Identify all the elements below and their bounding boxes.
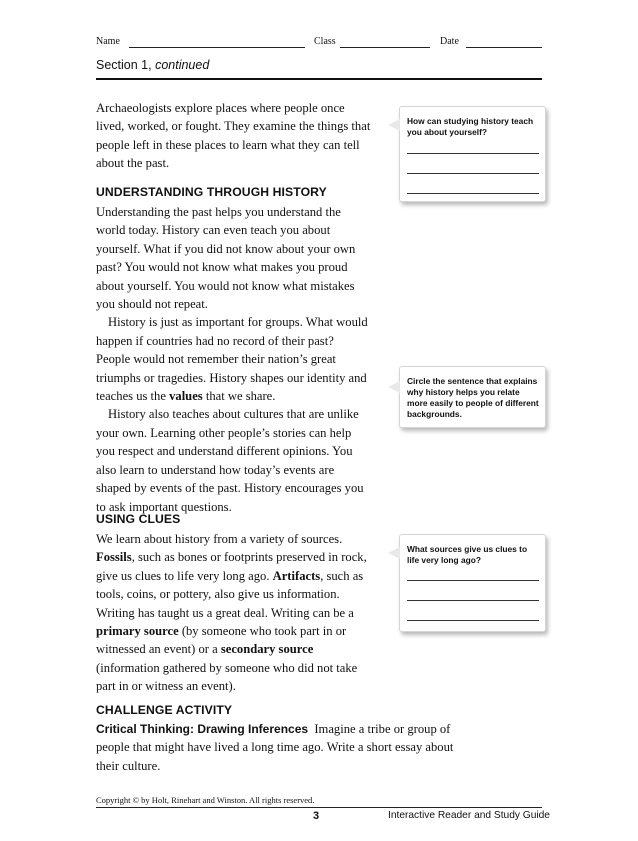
footer-rule [96,807,542,808]
name-line[interactable] [129,47,305,48]
answer-line[interactable] [407,600,539,601]
clues-t4: (by someone who took part in or witnessed an event) or a [96,624,347,657]
clues-t1: We learn about history from a variety of sources. [96,532,343,546]
sidebar-question-1 [399,106,546,202]
class-line[interactable] [340,47,430,48]
clues-t3: , such as tools, coins, or pottery, also give us information. Writing has taught us a great deal. Writing can be a [96,568,364,620]
section-prefix: Section 1, [96,58,152,72]
clues-paragraph [96,530,371,696]
callout-tail [388,119,400,131]
sidebar-q3-text: What sources give us clues to life very long ago? [407,544,528,565]
challenge-body [96,720,476,775]
term-values: values [169,389,203,404]
p2-after: that we share. [202,389,276,404]
challenge-label: Critical Thinking: Drawing Inferences [96,722,309,736]
term-primary-source: primary source [96,624,179,639]
name-label: Name [96,36,120,47]
answer-line[interactable] [407,173,539,174]
date-label: Date [440,36,459,47]
answer-line[interactable] [407,193,539,194]
term-fossils: Fossils [96,550,132,565]
term-artifacts: Artifacts [272,568,321,583]
book-title: Interactive Reader and Study Guide [388,810,550,821]
answer-line[interactable] [407,620,539,621]
sidebar-q2-text: Circle the sentence that explains why history helps you relate more easily to people of different backgrounds. [407,376,539,419]
understanding-p2 [96,313,371,405]
clues-t5: (information gathered by someone who did not take part in or witness an event). [96,660,358,694]
clues-heading: USING CLUES [96,512,181,526]
understanding-p1: Understanding the past helps you understand the world today. History can even teach you about yourself. What if you did not know about your own past? You would not know what makes you proud about yourself. You would not know what mistakes you should not repeat. [96,205,356,312]
copyright-text: Copyright © by Holt, Rinehart and Winston. All rights reserved. [96,795,315,805]
section-title [96,58,209,72]
understanding-p3: History also teaches about cultures that are unlike your own. Learning other people’s stories can help you respect and understand different opinions. You also learn to understand how today’s events are shaped by events of the past. History encourages you to ask important questions. [96,407,364,514]
callout-tail [388,547,400,559]
term-secondary-source: secondary source [220,642,314,657]
clues-t2: , such as bones or footprints preserved in rock, give us clues to life very long ago. [96,550,367,583]
p2-before: History is just as important for groups. What would happen if countries had no record of their past? People would not remember their nation’s great triumphs or tragedies. History shapes our identity and teaches us the [96,315,368,404]
page-number: 3 [313,810,320,822]
date-line [466,47,542,48]
header-rule [96,78,542,80]
sidebar-q1-text: How can studying history teach you about yourself? [407,116,534,137]
sidebar-question-3 [399,534,546,632]
intro-text: Archaeologists explore places where people once lived, worked, or fought. They examine the things that people left in these places to learn what they can tell about the past. [96,101,371,171]
class-label: Class [314,36,336,47]
answer-line[interactable] [407,153,539,154]
intro-paragraph [96,99,371,173]
answer-line[interactable] [407,580,539,581]
sidebar-question-2 [399,366,546,428]
challenge-heading: CHALLENGE ACTIVITY [96,703,233,717]
understanding-body [96,203,371,516]
challenge-text: Imagine a tribe or group of people that might have lived a long time ago. Write a short essay about their culture. [96,722,454,773]
callout-tail [388,381,400,393]
understanding-heading: UNDERSTANDING THROUGH HISTORY [96,185,327,199]
section-suffix: continued [155,58,210,72]
clues-body [96,530,371,696]
